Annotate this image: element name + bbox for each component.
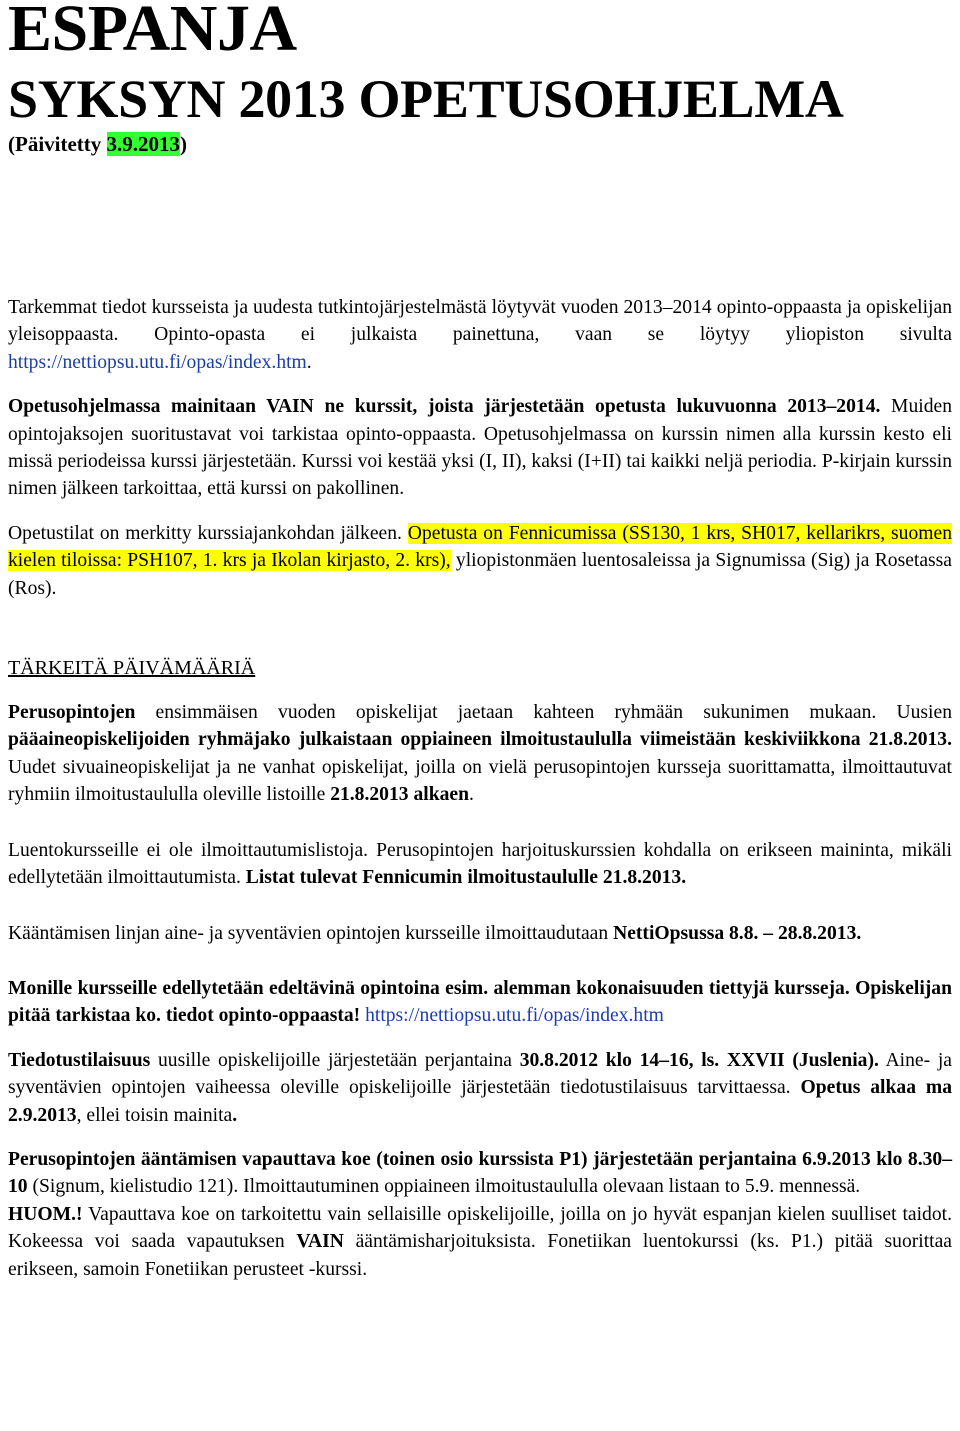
document-page	[8, 0, 952, 1283]
info-text-1: uusille opiskelijoille järjestetään perjantaina	[150, 1049, 520, 1071]
document-title: ESPANJA	[8, 0, 297, 65]
update-close: )	[180, 132, 188, 156]
lectures-paragraph	[8, 837, 952, 892]
intro-end: .	[306, 351, 312, 373]
info-text-3: , ellei toisin mainita	[76, 1104, 233, 1126]
prerequisites-bold: Monille kursseille edellytetään edeltävinä opintoina esim. alemman kokonaisuuden tiettyjä kursseja. Opiskelijan pitää tarkistaa ko. tiedot opinto-oppaasta!	[8, 977, 952, 1027]
info-bold-3: Opetus alkaa ma 2.9.2013	[8, 1077, 952, 1126]
note-text-2: ääntämisharjoituksista. Fonetiikan luentokurssi (ks. P1.) pitää suorittaa erikseen, samoin Fonetiikan perusteet -kurssi.	[8, 1231, 952, 1280]
rooms-intro: Opetustilat on merkitty kurssiajankohdan jälkeen.	[8, 522, 408, 544]
note-bold-2: VAIN	[296, 1231, 344, 1253]
note-bold-1: HUOM.!	[8, 1203, 83, 1225]
note-paragraph	[8, 1201, 952, 1283]
info-text-2: Aine- ja syventävien opintojen vaiheessa oleville opiskelijoille järjestetään tiedotustilaisuus tarvittaessa.	[8, 1049, 952, 1099]
groups-end: .	[469, 784, 474, 806]
groups-text-1: ensimmäisen vuoden opiskelijat jaetaan kahteen ryhmään sukunimen mukaan. Uusien	[135, 702, 952, 724]
exam-bold: Perusopintojen ääntämisen vapauttava koe (toinen osio kurssista P1) järjestetään perjantaina 6.9.2013 klo 8.30–10	[8, 1148, 952, 1198]
translation-paragraph	[8, 920, 952, 947]
info-bold-2: 30.8.2012 klo 14–16, ls. XXVII (Juslenia).	[519, 1049, 879, 1071]
opas-link[interactable]: https://nettiopsu.utu.fi/opas/index.htm	[8, 351, 307, 373]
translation-bold: NettiOpsussa 8.8. – 28.8.2013.	[613, 922, 862, 944]
info-session-paragraph	[8, 1047, 952, 1129]
note-text-1: Vapauttava koe on tarkoitettu vain sellaisille opiskelijoille, joilla on jo hyvät espanjan kielen suulliset taidot. Kokeessa voi saada vapautuksen	[8, 1203, 952, 1253]
exam-paragraph	[8, 1146, 952, 1201]
prerequisites-paragraph	[8, 975, 952, 1030]
info-bold-4: .	[232, 1104, 238, 1126]
info-bold-1: Tiedotustilaisuus	[8, 1049, 151, 1071]
program-note-paragraph	[8, 393, 952, 503]
groups-text-2: Uudet sivuaineopiskelijat ja ne vanhat opiskelijat, joilla on vielä perusopintojen kursseja suorittamatta, ilmoittautuvat ryhmiin ilmoitustaululla oleville listoille	[8, 756, 952, 806]
rooms-paragraph	[8, 520, 952, 602]
dates-heading-text: TÄRKEITÄ PÄIVÄMÄÄRIÄ	[8, 657, 256, 680]
groups-bold-2: pääaineopiskelijoiden ryhmäjako julkaistaan oppiaineen ilmoitustaululla viimeistään keskiviikkona 21.8.2013.	[8, 729, 952, 751]
exam-text: (Signum, kielistudio 121). Ilmoittautuminen oppiaineen ilmoitustaululla olevaan listaan to 5.9. mennessä.	[27, 1176, 861, 1198]
translation-text: Kääntämisen linjan aine- ja syventävien opintojen kursseille ilmoittaudutaan	[8, 922, 614, 944]
groups-bold-1: Perusopintojen	[8, 702, 136, 724]
program-note-text: Muiden opintojaksojen suoritustavat voi tarkistaa opinto-oppaasta. Opetusohjelmassa on kurssin nimen alla kurssin kesto eli missä periodeissa kurssi järjestetään. Kurssi voi kestää yksi (I, II), kaksi (I+II) tai kaikki neljä periodia. P-kirjain kurssin nimen jälkeen tarkoittaa, että kurssi on pakollinen.	[8, 396, 953, 500]
update-date: 3.9.2013	[106, 132, 181, 156]
intro-paragraph	[8, 294, 952, 376]
fennicum-highlight: Opetusta on Fennicumissa (SS130, 1 krs, SH017, kellarikrs, suomen kielen tiloissa: PSH107, 1. krs ja Ikolan kirjasto, 2. krs),	[8, 522, 952, 572]
update-note	[8, 132, 952, 156]
intro-text: Tarkemmat tiedot kursseista ja uudesta tutkintojärjestelmästä löytyvät vuoden 2013–2014 opinto-oppaasta ja opiskelijan yleisoppaasta. Opinto-opasta ei julkaista painettuna, vaan se löytyy yliopiston sivulta	[8, 297, 952, 346]
vain-note: Opetusohjelmassa mainitaan VAIN ne kurssit, joista järjestetään opetusta lukuvuonna 2013–2014.	[8, 396, 881, 418]
groups-bold-3: 21.8.2013 alkaen	[330, 784, 469, 806]
lectures-text: Luentokursseille ei ole ilmoittautumislistoja. Perusopintojen harjoituskurssien kohdalla on erikseen maininta, mikäli edellytetään ilmoittautumista.	[8, 839, 952, 889]
lectures-bold: Listat tulevat Fennicumin ilmoitustaululle 21.8.2013.	[245, 867, 687, 889]
update-label: (Päivitetty	[8, 132, 107, 156]
dates-heading	[8, 655, 952, 682]
groups-paragraph	[8, 699, 952, 809]
opas-link-2[interactable]: https://nettiopsu.utu.fi/opas/index.htm	[365, 1005, 664, 1027]
document-subtitle: SYKSYN 2013 OPETUSOHJELMA	[8, 69, 844, 129]
rooms-rest: yliopistonmäen luentosaleissa ja Signumissa (Sig) ja Rosetassa (Ros).	[8, 550, 952, 599]
